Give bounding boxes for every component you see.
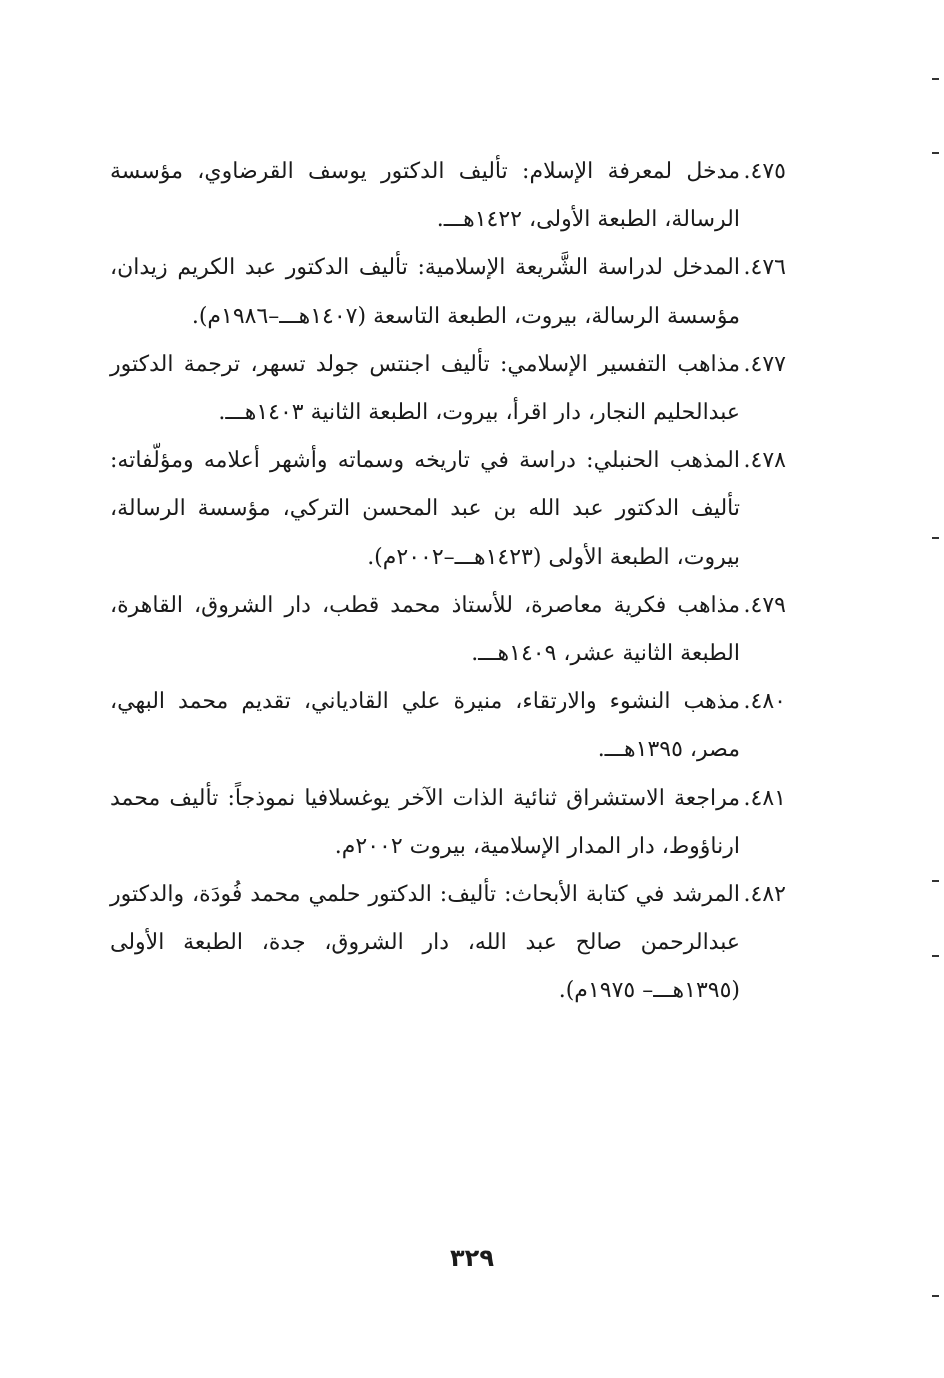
entry-number: ٤٨٢. bbox=[743, 882, 786, 908]
entry-text: مذاهب التفسير الإسلامي: تأليف اجنتس جولد تسهر، ترجمة الدكتور عبدالحليم النجار، دار اقرأ، بيروت، الطبعة الثانية ١٤٠٣هـــ. bbox=[110, 351, 740, 426]
margin-mark bbox=[932, 955, 939, 957]
bibliography-entry bbox=[110, 437, 786, 582]
bibliography-entry bbox=[110, 871, 786, 1016]
margin-mark bbox=[932, 1295, 939, 1297]
entry-number: ٤٧٨. bbox=[743, 448, 786, 474]
margin-mark bbox=[932, 537, 939, 539]
margin-mark bbox=[932, 880, 939, 882]
bibliography-entry bbox=[110, 678, 786, 774]
entry-text: المرشد في كتابة الأبحاث: تأليف: الدكتور حلمي محمد فُودَة، والدكتور عبدالرحمن صالح عبد الله، دار الشروق، جدة، الطبعة الأولى (١٣٩٥هـــ– ١٩٧٥م). bbox=[110, 882, 740, 1004]
entry-number: ٤٧٦. bbox=[743, 255, 786, 281]
page-number: ٣٢٩ bbox=[450, 1244, 494, 1272]
bibliography-entry bbox=[110, 582, 786, 678]
entry-number: ٤٧٧. bbox=[743, 351, 786, 377]
entry-number: ٤٨٠. bbox=[743, 689, 786, 715]
margin-mark bbox=[932, 152, 939, 154]
bibliography-list bbox=[110, 148, 786, 1016]
entry-text: مراجعة الاستشراق ثنائية الذات الآخر يوغسلافيا نموذجاً: تأليف محمد ارناؤوط، دار المدار الإسلامية، بيروت ٢٠٠٢م. bbox=[110, 785, 740, 859]
entry-text: مذهب النشوء والارتقاء، منيرة علي القادياني، تقديم محمد البهي، مصر، ١٣٩٥هـــ. bbox=[110, 689, 740, 763]
entry-number: ٤٨١. bbox=[743, 785, 786, 811]
bibliography-entry bbox=[110, 244, 786, 340]
entry-text: مدخل لمعرفة الإسلام: تأليف الدكتور يوسف القرضاوي، مؤسسة الرسالة، الطبعة الأولى، ١٤٢٢هـــ. bbox=[110, 159, 740, 233]
bibliography-entry bbox=[110, 148, 786, 244]
bibliography-entry bbox=[110, 775, 786, 871]
margin-mark bbox=[932, 78, 939, 80]
entry-text: المذهب الحنبلي: دراسة في تاريخه وسماته وأشهر أعلامه ومؤلّفاته: تأليف الدكتور عبد الله بن عبد المحسن التركي، مؤسسة الرسالة، بيروت، الطبعة الأولى (١٤٢٣هـــ–٢٠٠٢م). bbox=[110, 448, 740, 570]
entry-text: مذاهب فكرية معاصرة، للأستاذ محمد قطب، دار الشروق، القاهرة، الطبعة الثانية عشر، ١٤٠٩هـــ. bbox=[110, 592, 740, 667]
bibliography-entry bbox=[110, 341, 786, 437]
entry-number: ٤٧٩. bbox=[743, 592, 786, 618]
entry-text: المدخل لدراسة الشَّريعة الإسلامية: تأليف الدكتور عبد الكريم زيدان، مؤسسة الرسالة، بيروت، الطبعة التاسعة (١٤٠٧هـــ–١٩٨٦م). bbox=[110, 255, 740, 329]
entry-number: ٤٧٥. bbox=[743, 159, 786, 184]
